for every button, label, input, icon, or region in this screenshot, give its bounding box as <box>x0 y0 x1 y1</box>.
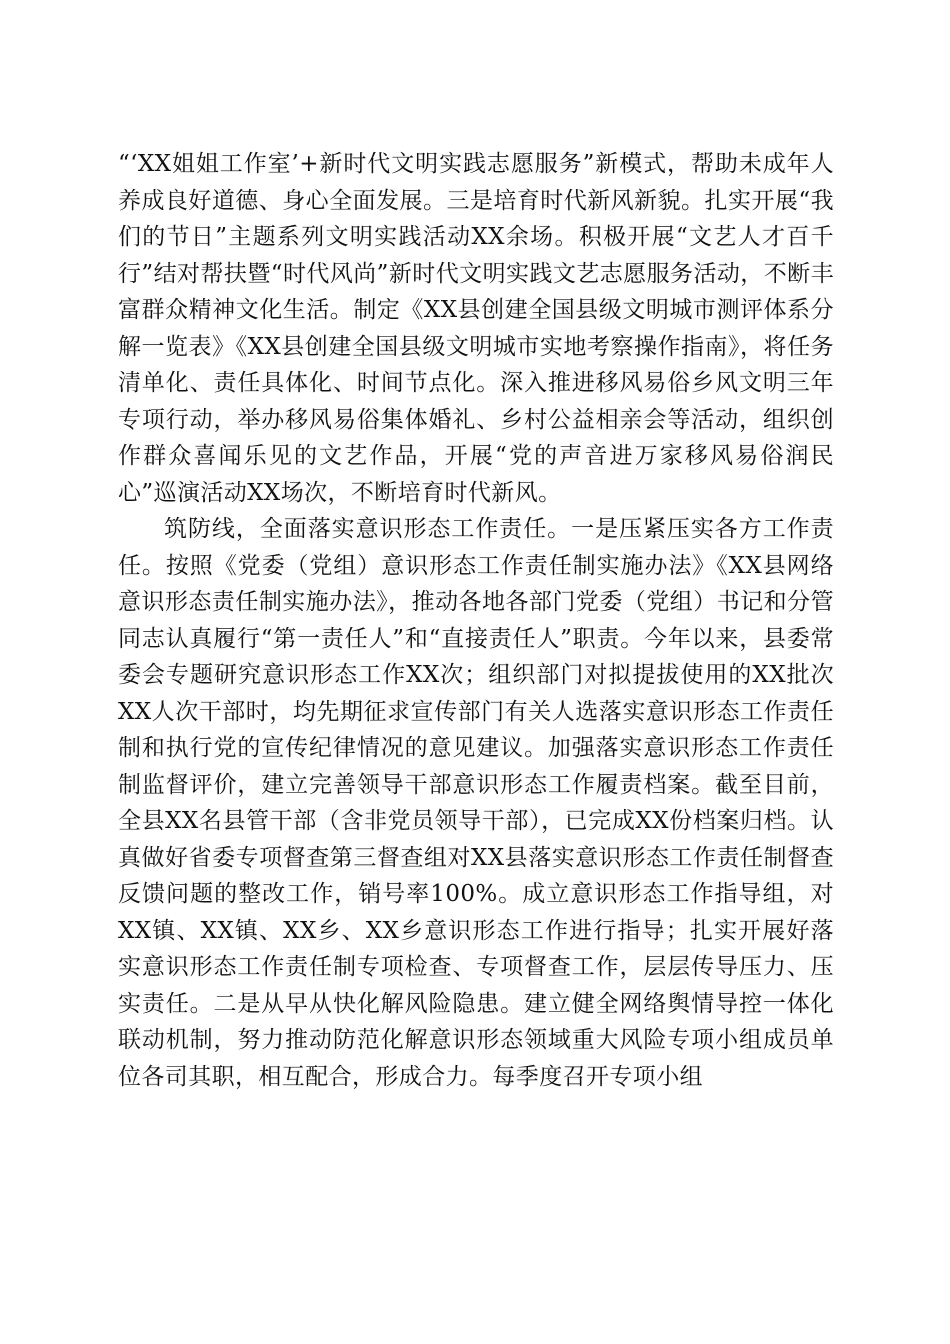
paragraph-continuation: “‘XX姐姐工作室’+新时代文明实践志愿服务”新模式，帮助未成年人养成良好道德、身心全面发展。三是培育时代新风新貌。扎实开展“我们的节日”主题系列文明实践活动XX余场。积极开展“文艺人才百千行”结对帮扶暨“时代风尚”新时代文明实践文艺志愿服务活动，不断丰富群众精神文化生活。制定《XX县创建全国县级文明城市测评体系分解一览表》《XX县创建全国县级文明城市实地考察操作指南》，将任务清单化、责任具体化、时间节点化。深入推进移风易俗乡风文明三年专项行动，举办移风易俗集体婚礼、乡村公益相亲会等活动，组织创作群众喜闻乐见的文艺作品，开展“党的声音进万家移风易俗润民心”巡演活动XX场次，不断培育时代新风。 <box>118 151 834 506</box>
paragraph-ideology-responsibility: 筑防线，全面落实意识形态工作责任。一是压紧压实各方工作责任。按照《党委（党组）意识形态工作责任制实施办法》《XX县网络意识形态责任制实施办法》，推动各地各部门党委（党组）书记和分管同志认真履行“第一责任人”和“直接责任人”职责。今年以来，县委常委会专题研究意识形态工作XX次；组织部门对拟提拔使用的XX批次XX人次干部时，均先期征求宣传部门有关人选落实意识形态工作责任制和执行党的宣传纪律情况的意见建议。加强落实意识形态工作责任制监督评价，建立完善领导干部意识形态工作履责档案。截至目前，全县XX名县管干部（含非党员领导干部），已完成XX份档案归档。认真做好省委专项督查第三督查组对XX县落实意识形态工作责任制督查反馈问题的整改工作，销号率100%。成立意识形态工作指导组，对XX镇、XX镇、XX乡、XX乡意识形态工作进行指导；扎实开展好落实意识形态工作责任制专项检查、专项督查工作，层层传导压力、压实责任。二是从早从快化解风险隐患。建立健全网络舆情导控一体化联动机制，努力推动防范化解意识形态领域重大风险专项小组成员单位各司其职，相互配合，形成合力。每季度召开专项小组 <box>118 516 834 1090</box>
document-body <box>118 146 834 1095</box>
